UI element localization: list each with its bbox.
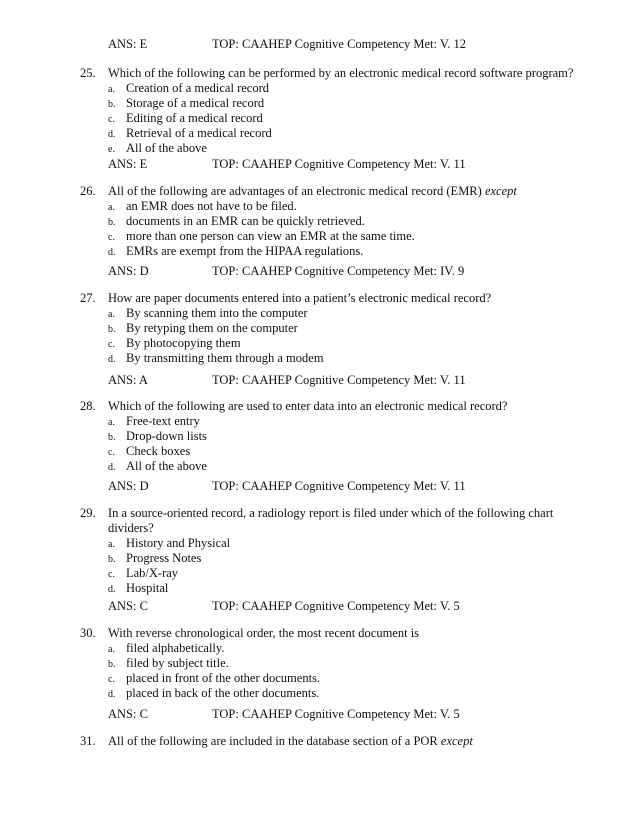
option-a: a. By scanning them into the computer [108, 306, 308, 320]
emphasis-except: except [484, 184, 517, 198]
question-29 [80, 506, 590, 596]
answer-key: ANS: C [108, 707, 148, 721]
question-25 [80, 66, 590, 156]
answer-key: ANS: D [108, 479, 149, 493]
question-text: In a source-oriented record, a radiology report is filed under which of the following chart dividers? [108, 506, 554, 535]
question-stem [80, 626, 590, 641]
question-number: 31. [80, 734, 96, 748]
topic-reference: TOP: CAAHEP Cognitive Competency Met: V. 11 [212, 373, 466, 387]
question-number: 29. [80, 506, 96, 520]
option-c: c. By photocopying them [108, 336, 241, 350]
question-stem [80, 291, 590, 306]
question-text: All of the following are included in the database section of a POR except [108, 734, 473, 748]
option-b: b. Storage of a medical record [108, 96, 265, 110]
topic-reference: TOP: CAAHEP Cognitive Competency Met: V. 11 [212, 157, 466, 171]
question-number: 27. [80, 291, 96, 305]
question-text: Which of the following can be performed by an electronic medical record software program? [108, 66, 574, 80]
option-c: c. Lab/X-ray [108, 566, 179, 580]
option-b: b. Drop-down lists [108, 429, 207, 443]
topic-reference: TOP: CAAHEP Cognitive Competency Met: V. 11 [212, 479, 466, 493]
option-b: b. By retyping them on the computer [108, 321, 298, 335]
option-list [80, 199, 590, 259]
option-e: e. All of the above [108, 141, 207, 155]
question-stem [80, 506, 590, 536]
option-b: b. Progress Notes [108, 551, 202, 565]
topic-reference: TOP: CAAHEP Cognitive Competency Met: IV. 9 [212, 264, 465, 278]
question-text: All of the following are advantages of an electronic medical record (EMR) except [108, 184, 517, 198]
option-d: d. By transmitting them through a modem [108, 351, 324, 365]
topic-reference: TOP: CAAHEP Cognitive Competency Met: V. 5 [212, 707, 460, 721]
question-stem [80, 399, 590, 414]
option-d: d. Hospital [108, 581, 169, 595]
question-number: 26. [80, 184, 96, 198]
option-list [80, 306, 590, 366]
option-a: a. History and Physical [108, 536, 231, 550]
question-30 [80, 626, 590, 701]
answer-key: ANS: C [108, 599, 148, 613]
answer-key: ANS: E [108, 37, 148, 51]
option-d: d. EMRs are exempt from the HIPAA regulations. [108, 244, 364, 258]
option-list [80, 641, 590, 701]
option-b: b. filed by subject title. [108, 656, 229, 670]
option-c: c. placed in front of the other documents. [108, 671, 321, 685]
option-d: d. placed in back of the other documents. [108, 686, 320, 700]
option-a: a. Creation of a medical record [108, 81, 269, 95]
option-a: a. an EMR does not have to be filed. [108, 199, 297, 213]
option-c: c. Editing of a medical record [108, 111, 263, 125]
option-b: b. documents in an EMR can be quickly retrieved. [108, 214, 365, 228]
answer-key: ANS: E [108, 157, 148, 171]
answer-key: ANS: D [108, 264, 149, 278]
emphasis-except: except [440, 734, 473, 748]
question-26 [80, 184, 590, 259]
topic-reference: TOP: CAAHEP Cognitive Competency Met: V. 5 [212, 599, 460, 613]
question-text: How are paper documents entered into a patient’s electronic medical record? [108, 291, 492, 305]
option-list [80, 414, 590, 474]
question-text: With reverse chronological order, the most recent document is [108, 626, 420, 640]
question-stem [80, 184, 590, 199]
option-a: a. Free-text entry [108, 414, 200, 428]
question-number: 25. [80, 66, 96, 80]
question-28 [80, 399, 590, 474]
question-number: 30. [80, 626, 96, 640]
question-31 [80, 734, 590, 749]
option-d: d. Retrieval of a medical record [108, 126, 272, 140]
option-list [80, 536, 590, 596]
question-stem [80, 66, 590, 81]
option-c: c. Check boxes [108, 444, 191, 458]
answer-key: ANS: A [108, 373, 148, 387]
option-a: a. filed alphabetically. [108, 641, 225, 655]
option-c: c. more than one person can view an EMR at the same time. [108, 229, 415, 243]
option-list [80, 81, 590, 156]
question-number: 28. [80, 399, 96, 413]
question-stem [80, 734, 590, 749]
question-text: Which of the following are used to enter data into an electronic medical record? [108, 399, 508, 413]
question-27 [80, 291, 590, 366]
topic-reference: TOP: CAAHEP Cognitive Competency Met: V. 12 [212, 37, 467, 51]
option-d: d. All of the above [108, 459, 207, 473]
